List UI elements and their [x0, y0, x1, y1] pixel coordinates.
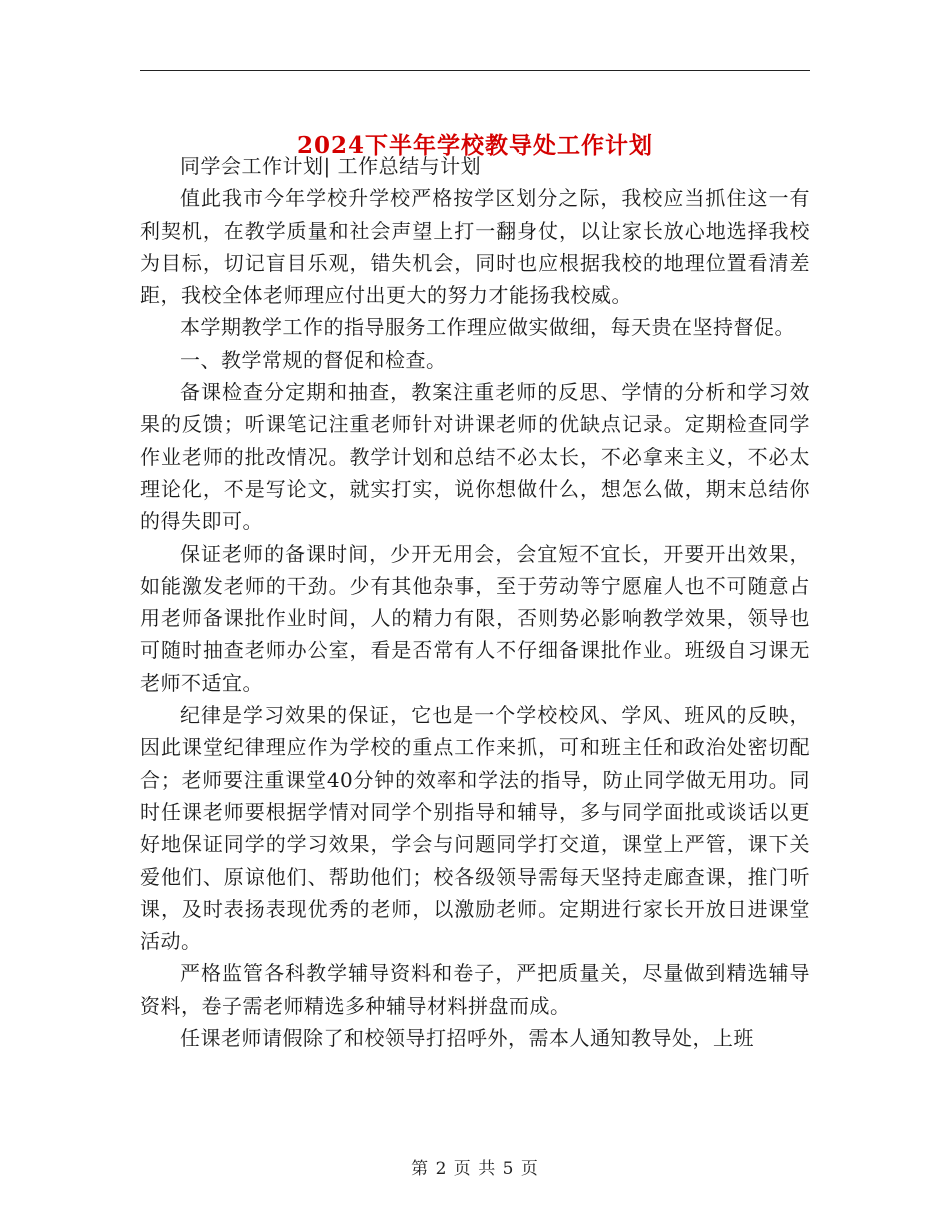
paragraph-intro: 值此我市今年学校升学校严格按学区划分之际，我校应当抓住这一有利契机，在教学质量和社会声望上打一翻身仗，以让家长放心地选择我校为目标，切记盲目乐观，错失机会，同时也应根据我校的地理位置看清差距，我校全体老师理应付出更大的努力才能扬我校威。 — [140, 186, 810, 308]
page-number: 第 2 页 共 5 页 — [411, 1159, 539, 1179]
paragraph-lesson-prep: 备课检查分定期和抽查，教案注重老师的反思、学情的分析和学习效果的反馈；听课笔记注重老师针对讲课老师的优缺点记录。定期检查同学作业老师的批改情况。教学计划和总结不必太长，不必拿来主义，不必太理论化，不是写论文，就实打实，说你想做什么，想怎么做，期末总结你的得失即可。 — [140, 380, 810, 534]
paragraph-leave: 任课老师请假除了和校领导打招呼外，需本人通知教导处，上班 — [180, 1026, 754, 1051]
document-title: 2024下半年学校教导处工作计划 — [296, 132, 653, 160]
header-rule — [140, 70, 810, 71]
paragraph-materials: 严格监管各科教学辅导资料和卷子，严把质量关，尽量做到精选辅导资料，卷子需老师精选多种辅导材料拼盘而成。 — [140, 961, 810, 1018]
section-heading-1: 一、教学常规的督促和检查。 — [180, 347, 447, 372]
paragraph-subtitle: 同学会工作计划| 工作总结与计划 — [180, 154, 482, 178]
document-body — [140, 150, 810, 1054]
paragraph-guidance: 本学期教学工作的指导服务工作理应做实做细，每天贵在坚持督促。 — [180, 315, 795, 340]
paragraph-discipline: 纪律是学习效果的保证，它也是一个学校校风、学风、班风的反映，因此课堂纪律理应作为学校的重点工作来抓，可和班主任和政治处密切配合；老师要注重课堂40分钟的效率和学法的指导，防止同学做无用功。同时任课老师要根据学情对同学个别指导和辅导，多与同学面批或谈话以更好地保证同学的学习效果，学会与问题同学打交道，课堂上严管，课下关爱他们、原谅他们、帮助他们；校各级领导需每天坚持走廊查课，推门听课，及时表扬表现优秀的老师，以激励老师。定期进行家长开放日进课堂活动。 — [140, 703, 810, 954]
paragraph-prep-time: 保证老师的备课时间，少开无用会，会宜短不宜长，开要开出效果，如能激发老师的干劲。少有其他杂事，至于劳动等宁愿雇人也不可随意占用老师备课批作业时间，人的精力有限，否则势必影响教学效果，领导也可随时抽查老师办公室，看是否常有人不仔细备课批作业。班级自习课无老师不适宜。 — [140, 541, 810, 695]
